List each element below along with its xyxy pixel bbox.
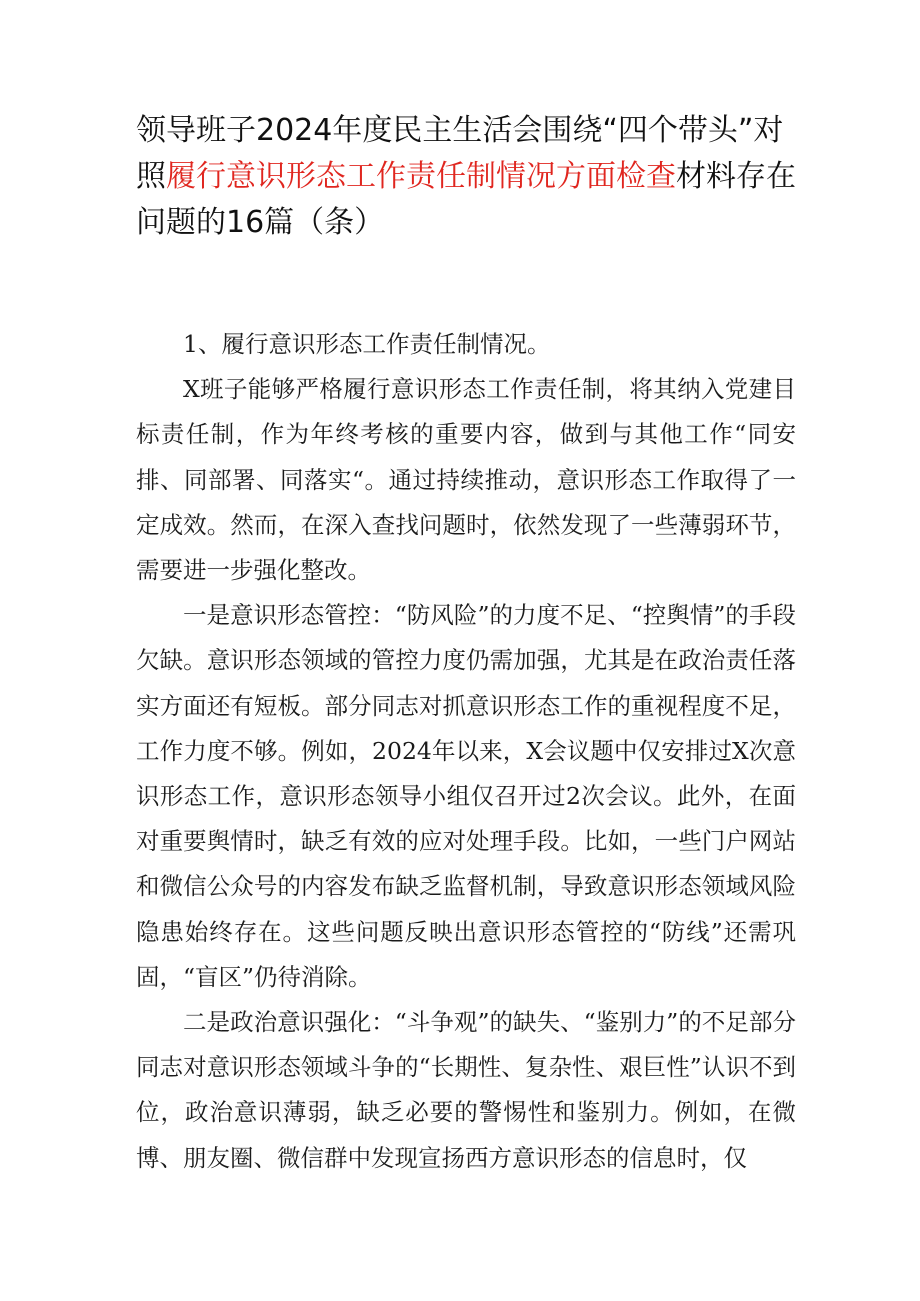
title-prefix: 领导班子2024年度民主生活会围绕“四个带头”对照 [136,113,784,194]
body-paragraph: X班子能够严格履行意识形态工作责任制，将其纳入党建目标责任制，作为年终考核的重要内容，做到与其他工作“同安排、同部署、同落实“。通过持续推动，意识形态工作取得了一定成效。然而，在深入查找问题时，依然发现了一些薄弱环节，需要进一步强化整改。 [136,375,796,585]
body-paragraph: 二是政治意识强化：“斗争观”的缺失、“鉴别力”的不足部分同志对意识形态领域斗争的“长期性、复杂性、艰巨性”认识不到位，政治意识薄弱，缺乏必要的警惕性和鉴别力。例如，在微博、朋友圈、微信群中发现宣扬西方意识形态的信息时，仅 [136,1008,796,1172]
title-suffix: 材料存在问题的16篇（条） [136,159,796,240]
title-highlight-check: 检查 [616,159,676,194]
section-heading: 1、履行意识形态工作责任制情况。 [183,330,551,358]
body-paragraph: 一是意识形态管控：“防风险”的力度不足、“控舆情”的手段欠缺。意识形态领域的管控力度仍需加强，尤其是在政治责任落实方面还有短板。部分同志对抓意识形态工作的重视程度不足，工作力度不够。例如，2024年以来，X会议题中仅安排过X次意识形态工作，意识形态领导小组仅召开过2次会议。此外，在面对重要舆情时，缺乏有效的应对处理手段。比如，一些门户网站和微信公众号的内容发布缺乏监督机制，导致意识形态领域风险隐患始终存在。这些问题反映出意识形态管控的“防线”还需巩固，“盲区”仍待消除。 [136,601,796,991]
document-body [136,322,796,1181]
title-highlight: 履行意识形态工作责任制情况方面 [166,159,616,194]
document-title [136,108,796,246]
